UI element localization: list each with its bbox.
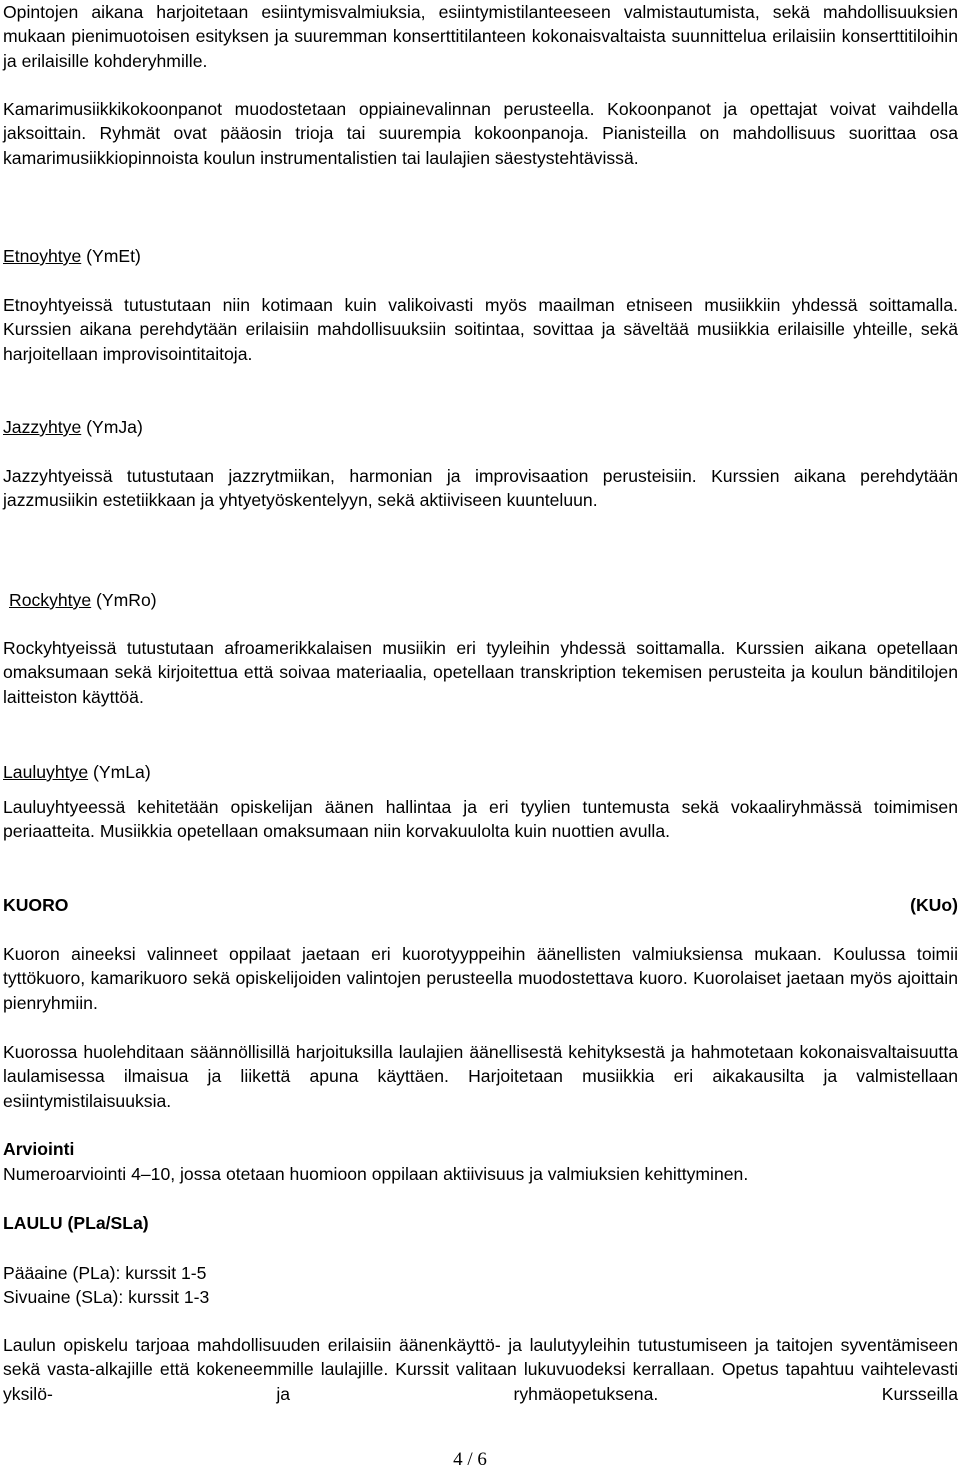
- etno-title: Etnoyhtye: [3, 246, 82, 266]
- laulu-courses: [3, 1261, 958, 1310]
- lauluyhtye-heading: [3, 760, 958, 784]
- kuoro-paragraph-1: Kuoron aineeksi valinneet oppilaat jaetaan eri kuorotyyppeihin äänellisten valmiuksiensa mukaan. Koulussa toimii tyttökuoro, kamarikuoro sekä opiskelijoiden valintojen perusteella muodostettava kuoro. Kuorolaiset jaetaan myös ajoittain pienryhmiin.: [3, 944, 958, 1013]
- lauluyhtye-code: (YmLa): [93, 762, 151, 782]
- kuoro-heading: [3, 893, 958, 917]
- intro-paragraph-1: Opintojen aikana harjoitetaan esiintymisvalmiuksia, esiintymistilanteeseen valmistautumista, sekä mahdollisuuksien mukaan pienimuotoisen esityksen ja suuremman konserttitilanteen kokonaisvaltaista suunnittelua erilaisiin konserttitiloihin ja erilaisille kohderyhmille.: [3, 2, 958, 71]
- laulu-paaaine: Pääaine (PLa): kurssit 1-5: [3, 1263, 207, 1283]
- jazz-code: (YmJa): [86, 417, 143, 437]
- lauluyhtye-title: Lauluyhtye: [3, 762, 89, 782]
- page-number: 4 / 6: [453, 1449, 487, 1470]
- arviointi-heading: Arviointi: [3, 1139, 75, 1159]
- laulu-sivuaine: Sivuaine (SLa): kurssit 1-3: [3, 1287, 210, 1308]
- rock-title: Rockyhtye: [9, 590, 92, 610]
- lauluyhtye-paragraph: Lauluyhtyeessä kehitetään opiskelijan äänen hallintaa ja eri tyylien tuntemusta sekä vokaaliryhmässä toimimisen periaatteita. Musiikkia opetellaan omaksumaan niin korvakuulolta kuin nuottien avulla.: [3, 797, 958, 842]
- laulu-heading: LAULU (PLa/SLa): [3, 1213, 149, 1233]
- etno-paragraph: Etnoyhtyeissä tutustutaan niin kotimaan kuin valikoivasti myös maailman etniseen musiikkiin yhdessä soittamalla. Kurssien aikana perehdytään erilaisiin mahdollisuuksiin soitintaa, sovittaa ja säveltää musiikkia erilaisille yhteille, sekä harjoitellaan improvisointitaitoja.: [3, 295, 958, 364]
- kuoro-title: KUORO: [3, 895, 69, 915]
- rock-heading: [9, 588, 960, 612]
- etno-code: (YmEt): [86, 246, 141, 266]
- jazz-heading: [3, 415, 958, 439]
- laulu-paragraph: Laulun opiskelu tarjoaa mahdollisuuden erilaisiin äänenkäyttö- ja laulutyyleihin tutustumiseen ja taitojen syventämiseen sekä vasta-alkajille että kokeneemmille laulajille. Kurssit valitaan lukuvuodeksi kerrallaan. Opetus tapahtuu vaihtelevasti yksilö- ja ryhmäopetuksena. Kursseilla: [3, 1335, 958, 1404]
- intro-paragraph-2: Kamarimusiikkikokoonpanot muodostetaan oppiainevalinnan perusteella. Kokoonpanot ja opettajat voivat vaihdella jaksoittain. Ryhmät ovat pääosin trioja tai suurempia kokoonpanoja. Pianisteilla on mahdollisuus suorittaa osa kamarimusiikkiopinnoista koulun instrumentalistien tai laulajien säestystehtävissä.: [3, 99, 958, 168]
- rock-code: (YmRo): [96, 590, 157, 610]
- jazz-paragraph: Jazzyhtyeissä tutustutaan jazzrytmiikan, harmonian ja improvisaation perusteisiin. Kurssien aikana perehdytään jazzmusiikin estetiikkaan ja yhtyetyöskentelyyn, sekä aktiiviseen kuunteluun.: [3, 466, 958, 511]
- rock-paragraph: Rockyhtyeissä tutustutaan afroamerikkalaisen musiikin eri tyyleihin yhdessä soittamalla. Kurssien aikana opetellaan omaksumaan sekä kirjoitettua että soivaa materiaalia, opetellaan transkription tekemisen perusteita ja koulun bänditilojen laitteiston käyttöä.: [3, 638, 958, 707]
- arviointi-text: Numeroarviointi 4–10, jossa otetaan huomioon oppilaan aktiivisuus ja valmiuksien kehittyminen.: [3, 1164, 749, 1184]
- kuoro-code: (KUo): [910, 895, 958, 915]
- etno-heading: [3, 244, 958, 268]
- jazz-title: Jazzyhtye: [3, 417, 82, 437]
- kuoro-paragraph-2: Kuorossa huolehditaan säännöllisillä harjoituksilla laulajien äänellisestä kehityksestä ja hahmotetaan kokonaisvaltaisuutta laulamisessa ilmaisua ja liikettä apuna käyttäen. Harjoitetaan musiikkia eri aikakausilta ja valmistellaan esiintymistilaisuuksia.: [3, 1042, 958, 1111]
